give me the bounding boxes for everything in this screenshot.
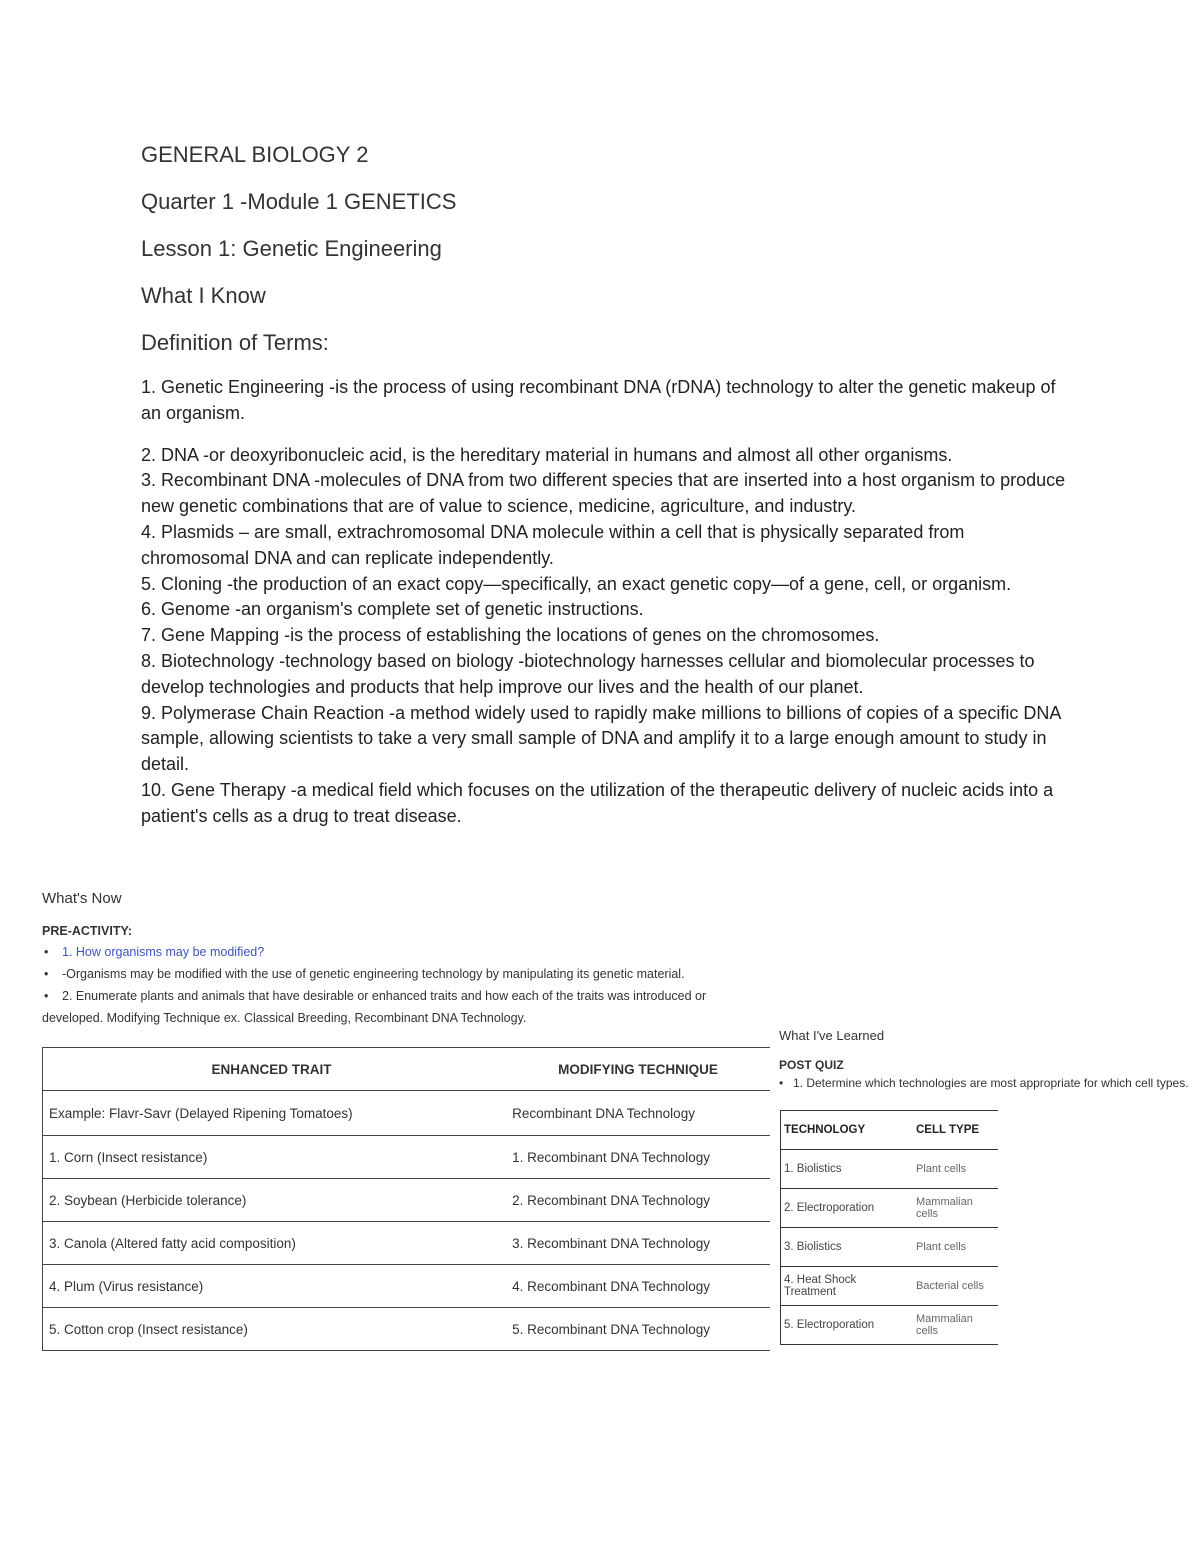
bullet-text: 2. Enumerate plants and animals that have desirable or enhanced traits and how each of the traits was introduced or	[62, 989, 707, 1003]
whats-now-title: What's Now	[42, 890, 122, 907]
what-ive-learned-section	[779, 1026, 1189, 1092]
bullet-text: 1. How organisms may be modified?	[62, 945, 265, 959]
table-cell: Plant cells	[913, 1228, 998, 1267]
table-cell: 5. Recombinant DNA Technology	[506, 1308, 770, 1351]
column-header: MODIFYING TECHNIQUE	[506, 1048, 770, 1091]
lesson-title: Lesson 1: Genetic Engineering	[141, 236, 442, 261]
bullet-icon: •	[779, 1076, 784, 1090]
pre-activity-bullet	[42, 985, 842, 1007]
post-quiz-bullet	[779, 1074, 1189, 1092]
table-row	[43, 1265, 771, 1308]
definition-list	[141, 375, 1071, 830]
definition-item: 5. Cloning -the production of an exact copy—specifically, an exact genetic copy—of a gene, cell, or organism.	[141, 573, 1012, 594]
bullet-icon: •	[44, 989, 49, 1003]
table-cell: Bacterial cells	[913, 1267, 998, 1306]
table-header-row	[43, 1048, 771, 1091]
table-row	[781, 1228, 999, 1267]
section-title: What I Know	[141, 283, 266, 308]
table-cell: 2. Electroporation	[781, 1189, 914, 1228]
bullet-icon: •	[44, 945, 49, 959]
course-title: GENERAL BIOLOGY 2	[141, 142, 369, 167]
module-title: Quarter 1 -Module 1 GENETICS	[141, 189, 457, 214]
definition-item: 6. Genome -an organism's complete set of genetic instructions.	[141, 599, 644, 620]
definition-item: 4. Plasmids – are small, extrachromosomal DNA molecule within a cell that is physically separated from chromosomal DNA and can replicate independently.	[141, 521, 965, 568]
table-header-row	[781, 1111, 999, 1150]
pre-activity-bullet	[42, 941, 842, 963]
table-cell: 3. Recombinant DNA Technology	[506, 1222, 770, 1265]
whats-now-section	[42, 887, 842, 1029]
table-row	[43, 1179, 771, 1222]
table-row	[781, 1306, 999, 1345]
cell-type-table	[780, 1110, 998, 1345]
table-cell: 4. Recombinant DNA Technology	[506, 1265, 770, 1308]
table-row	[43, 1308, 771, 1351]
definition-item: 2. DNA -or deoxyribonucleic acid, is the hereditary material in humans and almost all other organisms.	[141, 444, 953, 465]
bullet-continuation: developed. Modifying Technique ex. Classical Breeding, Recombinant DNA Technology.	[42, 1011, 527, 1025]
table-cell: Example: Flavr-Savr (Delayed Ripening Tomatoes)	[43, 1091, 507, 1136]
table-row	[781, 1189, 999, 1228]
table-row	[781, 1150, 999, 1189]
table-cell: 3. Canola (Altered fatty acid composition)	[43, 1222, 507, 1265]
table-cell: 2. Recombinant DNA Technology	[506, 1179, 770, 1222]
table-cell: 2. Soybean (Herbicide tolerance)	[43, 1179, 507, 1222]
bullet-text: -Organisms may be modified with the use of genetic engineering technology by manipulating its genetic material.	[62, 967, 685, 981]
table-cell: Mammalian cells	[913, 1189, 998, 1228]
table-cell: 5. Cotton crop (Insect resistance)	[43, 1308, 507, 1351]
table-cell: Recombinant DNA Technology	[506, 1091, 770, 1136]
definition-item: 7. Gene Mapping -is the process of establishing the locations of genes on the chromosomes.	[141, 625, 880, 646]
definition-item: 8. Biotechnology -technology based on biology -biotechnology harnesses cellular and biomolecular processes to develop technologies and products that help improve our lives and the health of our planet.	[141, 650, 1035, 697]
enhanced-trait-table	[42, 1047, 770, 1351]
what-ive-learned-title: What I've Learned	[779, 1028, 885, 1043]
bullet-text: 1. Determine which technologies are most appropriate for which cell types.	[793, 1076, 1189, 1090]
post-quiz-label: POST QUIZ	[779, 1058, 844, 1072]
table-cell: 5. Electroporation	[781, 1306, 914, 1345]
table-row	[43, 1136, 771, 1179]
table-row	[43, 1222, 771, 1265]
table-cell: 1. Recombinant DNA Technology	[506, 1136, 770, 1179]
table-cell: 1. Corn (Insect resistance)	[43, 1136, 507, 1179]
pre-activity-bullet	[42, 963, 842, 985]
table-cell: 1. Biolistics	[781, 1150, 914, 1189]
bullet-icon: •	[44, 967, 49, 981]
definition-item: 1. Genetic Engineering -is the process of using recombinant DNA (rDNA) technology to alter the genetic makeup of an organism.	[141, 377, 1056, 423]
table-cell: 4. Heat Shock Treatment	[781, 1267, 914, 1306]
column-header: ENHANCED TRAIT	[43, 1048, 507, 1091]
table-row	[43, 1091, 771, 1136]
table-cell: 3. Biolistics	[781, 1228, 914, 1267]
definitions-title: Definition of Terms:	[141, 330, 329, 355]
definition-item: 9. Polymerase Chain Reaction -a method widely used to rapidly make millions to billions of copies of a specific DNA sample, allowing scientists to take a very small sample of DNA and amplify it to a large enough amount to study in detail.	[141, 702, 1061, 775]
document-headings	[141, 141, 1101, 376]
table-cell: Plant cells	[913, 1150, 998, 1189]
column-header: CELL TYPE	[913, 1111, 998, 1150]
column-header: TECHNOLOGY	[781, 1111, 914, 1150]
definition-item: 10. Gene Therapy -a medical field which focuses on the utilization of the therapeutic delivery of nucleic acids into a patient's cells as a drug to treat disease.	[141, 779, 1054, 826]
table-cell: Mammalian cells	[913, 1306, 998, 1345]
pre-activity-label: PRE-ACTIVITY:	[42, 924, 133, 938]
definition-item: 3. Recombinant DNA -molecules of DNA from two different species that are inserted into a host organism to produce new genetic combinations that are of value to science, medicine, agriculture, and industry.	[141, 470, 1066, 517]
table-cell: 4. Plum (Virus resistance)	[43, 1265, 507, 1308]
table-row	[781, 1267, 999, 1306]
